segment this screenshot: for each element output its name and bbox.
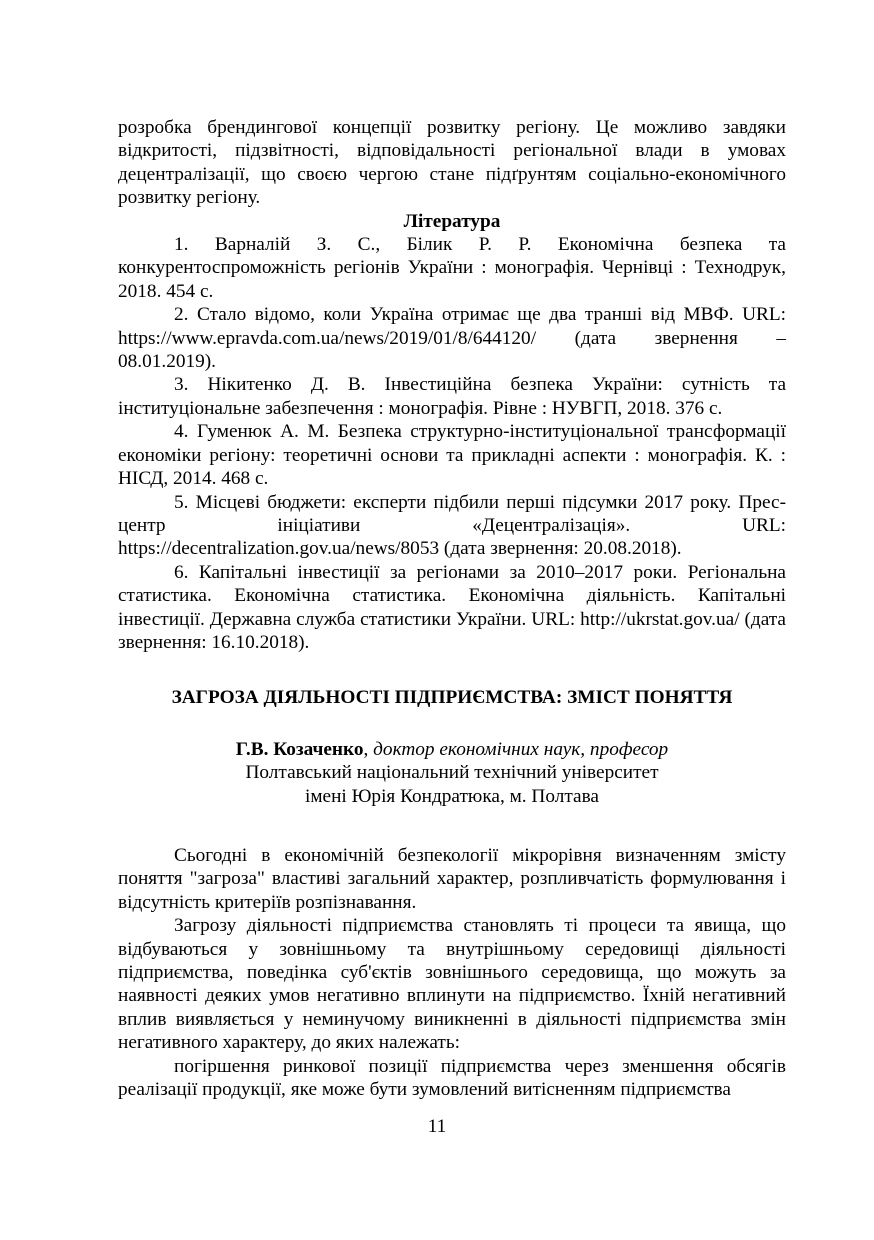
reference-list: [118, 233, 786, 654]
reference-item: 1. Варналій З. С., Білик Р. Р. Економічна безпека та конкурентоспроможність регіонів України : монографія. Чернівці : Технодрук, 2018. 454 с.: [118, 234, 786, 302]
reference-item: 5. Місцеві бюджети: експерти підбили перші підсумки 2017 року. Прес-центр ініціативи «Децентралізація». URL: https://decentralization.gov.ua/news/8053 (дата звернення: 20.08.2018).: [118, 491, 786, 560]
reference-item: 3. Нікитенко Д. В. Інвестиційна безпека України: сутність та інституціональне забезпечення : монографія. Рівне : НУВГП, 2018. 376 с.: [118, 374, 786, 419]
body-paragraph: погіршення ринкової позиції підприємства через зменшення обсягів реалізації продукції, яке може бути зумовлений витісненням підприємства: [118, 1055, 786, 1101]
section-title: ЗАГРОЗА ДІЯЛЬНОСТІ ПІДПРИЄМСТВА: ЗМІСТ ПОНЯТТЯ: [171, 687, 733, 709]
document-page: [118, 116, 786, 1101]
article-body: [118, 844, 786, 1101]
author-affiliation-line2: імені Юрія Кондратюка, м. Полтава: [305, 785, 599, 807]
author-name: Г.В. Козаченко: [235, 738, 364, 760]
author-affiliation-line1: Полтавський національний технічний університет: [245, 762, 659, 784]
page-number: 11: [427, 1116, 447, 1137]
reference-item: 4. Гуменюк А. М. Безпека структурно-інституціональної трансформації економіки регіону: теоретичні основи та прикладні аспекти : монографія. К. : НІСД, 2014. 468 с.: [118, 421, 786, 490]
body-paragraph: Загрозу діяльності підприємства становлять ті процеси та явища, що відбуваються у зовнішньому та внутрішньому середовищі діяльності підприємства, поведінка суб'єктів зовнішнього середовища, що можуть за наявності деяких умов негативно вплинути на підприємство. Їхній негативний вплив виявляється у неминучому виникненні в діяльності підприємства змін негативного характеру, до яких належать:: [118, 915, 786, 1054]
reference-item: 6. Капітальні інвестиції за регіонами за 2010–2017 роки. Регіональна статистика. Економічна статистика. Економічна діяльність. Капітальні інвестиції. Державна служба статистики України. URL: http://ukrstat.gov.ua/ (дата звернення: 16.10.2018).: [118, 561, 786, 653]
intro-paragraph: розробка брендингової концепції розвитку регіону. Це можливо завдяки відкритості, підзвітності, відповідальності регіональної влади в умовах децентралізації, що своєю чергою стане підґрунтям соціально-економічного розвитку регіону.: [118, 117, 786, 209]
body-paragraph: Сьогодні в економічній безпекології мікрорівня визначенням змісту поняття "загроза" властиві загальний характер, розпливчатість формулювання і відсутність критеріїв розпізнавання.: [118, 844, 786, 913]
literature-heading: Література: [403, 210, 501, 232]
reference-item: 2. Стало відомо, коли Україна отримає ще два транші від МВФ. URL: https://www.epravda.com.ua/news/2019/01/8/644120/ (дата звернення – 08.01.2019).: [118, 304, 786, 373]
author-title: доктор економічних наук, професор: [373, 738, 669, 760]
author-block: [118, 738, 786, 808]
author-separator: ,: [363, 738, 374, 760]
author-line: [118, 738, 786, 761]
